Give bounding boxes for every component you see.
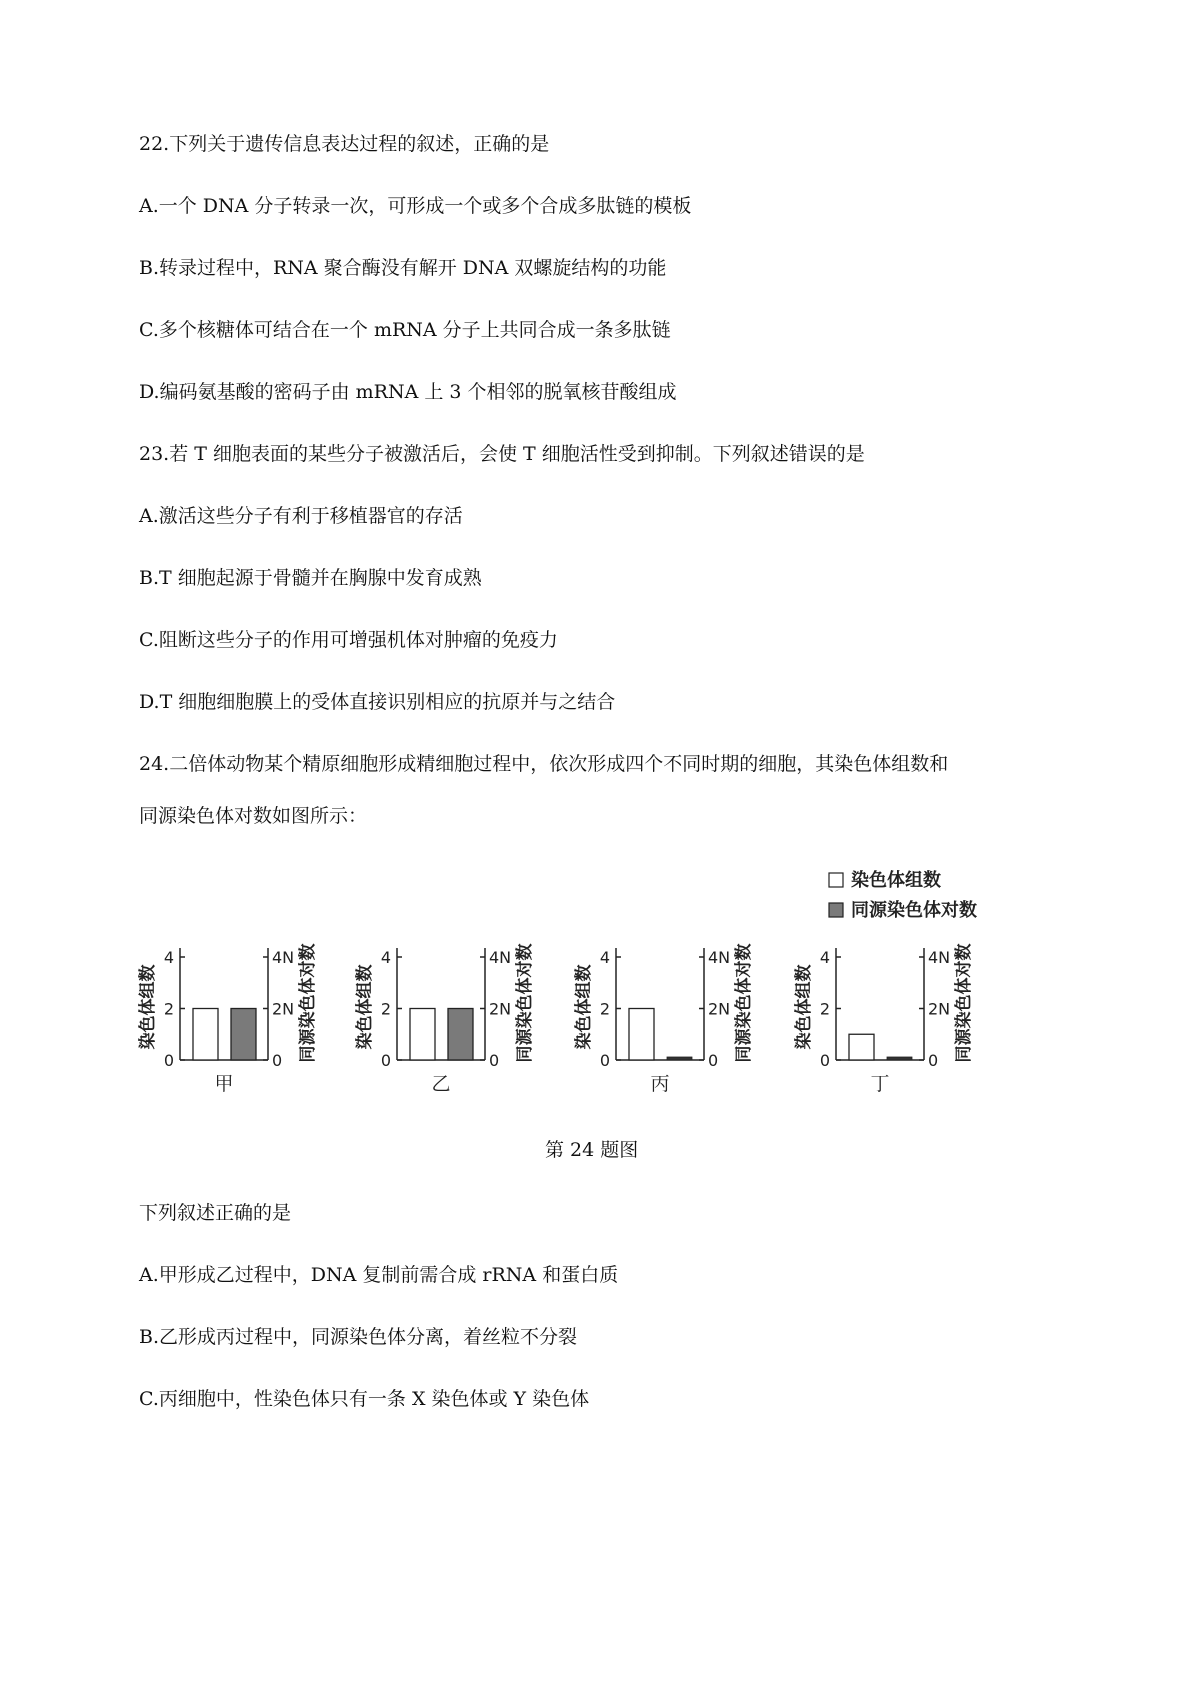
right-tick-label: 0 bbox=[489, 1051, 500, 1070]
q24-prompt: 下列叙述正确的是 bbox=[139, 1202, 292, 1224]
right-axis-title: 同源染色体对数 bbox=[515, 943, 535, 1063]
right-tick-label: 0 bbox=[928, 1051, 939, 1070]
legend-label-series-2: 同源染色体对数 bbox=[851, 900, 977, 921]
q24-option-c: C.丙细胞中，性染色体只有一条 X 染色体或 Y 染色体 bbox=[139, 1388, 590, 1410]
category-label: 丁 bbox=[870, 1073, 890, 1095]
q24-figure-caption: 第 24 题图 bbox=[545, 1139, 639, 1161]
q22-stem: 22.下列关于遗传信息表达过程的叙述，正确的是 bbox=[139, 133, 550, 155]
right-axis-title: 同源染色体对数 bbox=[954, 943, 974, 1063]
bar-染色体组数 bbox=[849, 1034, 874, 1060]
q22-option-a: A.一个 DNA 分子转录一次，可形成一个或多个合成多肽链的模板 bbox=[139, 195, 692, 217]
right-axis-title: 同源染色体对数 bbox=[734, 943, 754, 1063]
q23-option-d: D.T 细胞细胞膜上的受体直接识别相应的抗原并与之结合 bbox=[139, 691, 616, 713]
left-tick-label: 2 bbox=[599, 999, 610, 1019]
category-label: 丙 bbox=[650, 1073, 670, 1095]
q22-option-b: B.转录过程中，RNA 聚合酶没有解开 DNA 双螺旋结构的功能 bbox=[139, 257, 667, 279]
legend-label-series-1: 染色体组数 bbox=[851, 870, 941, 891]
left-tick-label: 4 bbox=[163, 948, 174, 967]
left-axis-title: 染色体组数 bbox=[138, 964, 158, 1050]
q23-option-c: C.阻断这些分子的作用可增强机体对肿瘤的免疫力 bbox=[139, 629, 558, 651]
right-tick-label: 2N bbox=[272, 999, 295, 1019]
right-tick-label: 4N bbox=[489, 948, 512, 967]
left-tick-label: 0 bbox=[380, 1051, 391, 1070]
category-label: 甲 bbox=[214, 1073, 234, 1095]
right-tick-label: 2N bbox=[928, 999, 951, 1019]
q24-stem-line-1: 24.二倍体动物某个精原细胞形成精细胞过程中，依次形成四个不同时期的细胞，其染色体组数和 bbox=[139, 753, 949, 775]
left-axis-title: 染色体组数 bbox=[794, 964, 814, 1050]
bar-染色体组数 bbox=[193, 1009, 218, 1061]
left-tick-label: 0 bbox=[163, 1051, 174, 1070]
left-tick-label: 4 bbox=[599, 948, 610, 967]
left-tick-label: 4 bbox=[819, 948, 830, 967]
bar-同源染色体对数 bbox=[667, 1057, 692, 1060]
legend-swatch-series-1 bbox=[829, 873, 843, 887]
right-tick-label: 0 bbox=[708, 1051, 719, 1070]
left-tick-label: 0 bbox=[819, 1051, 830, 1070]
category-label: 乙 bbox=[431, 1073, 451, 1095]
bar-同源染色体对数 bbox=[448, 1009, 473, 1061]
bar-染色体组数 bbox=[629, 1009, 654, 1061]
right-tick-label: 4N bbox=[708, 948, 731, 967]
q23-option-a: A.激活这些分子有利于移植器官的存活 bbox=[139, 505, 463, 527]
left-tick-label: 4 bbox=[380, 948, 391, 967]
right-tick-label: 2N bbox=[489, 999, 512, 1019]
left-tick-label: 0 bbox=[599, 1051, 610, 1070]
q22-option-c: C.多个核糖体可结合在一个 mRNA 分子上共同合成一条多肽链 bbox=[139, 319, 671, 341]
left-tick-label: 2 bbox=[819, 999, 830, 1019]
q22-option-d: D.编码氨基酸的密码子由 mRNA 上 3 个相邻的脱氧核苷酸组成 bbox=[139, 381, 677, 403]
bar-同源染色体对数 bbox=[887, 1057, 912, 1060]
left-tick-label: 2 bbox=[163, 999, 174, 1019]
q24-option-a: A.甲形成乙过程中，DNA 复制前需合成 rRNA 和蛋白质 bbox=[139, 1264, 619, 1286]
right-axis-title: 同源染色体对数 bbox=[298, 943, 318, 1063]
right-tick-label: 4N bbox=[928, 948, 951, 967]
left-tick-label: 2 bbox=[380, 999, 391, 1019]
bar-染色体组数 bbox=[410, 1009, 435, 1061]
right-tick-label: 0 bbox=[272, 1051, 283, 1070]
right-tick-label: 2N bbox=[708, 999, 731, 1019]
q24-stem-line-2: 同源染色体对数如图所示： bbox=[139, 805, 368, 827]
q24-option-b: B.乙形成丙过程中，同源染色体分离，着丝粒不分裂 bbox=[139, 1326, 578, 1348]
left-axis-title: 染色体组数 bbox=[574, 964, 594, 1050]
left-axis-title: 染色体组数 bbox=[355, 964, 375, 1050]
right-tick-label: 4N bbox=[272, 948, 295, 967]
q23-stem: 23.若 T 细胞表面的某些分子被激活后，会使 T 细胞活性受到抑制。下列叙述错误的是 bbox=[139, 443, 865, 465]
q23-option-b: B.T 细胞起源于骨髓并在胸腺中发育成熟 bbox=[139, 567, 482, 589]
legend-swatch-series-2 bbox=[829, 903, 843, 917]
bar-同源染色体对数 bbox=[231, 1009, 256, 1061]
